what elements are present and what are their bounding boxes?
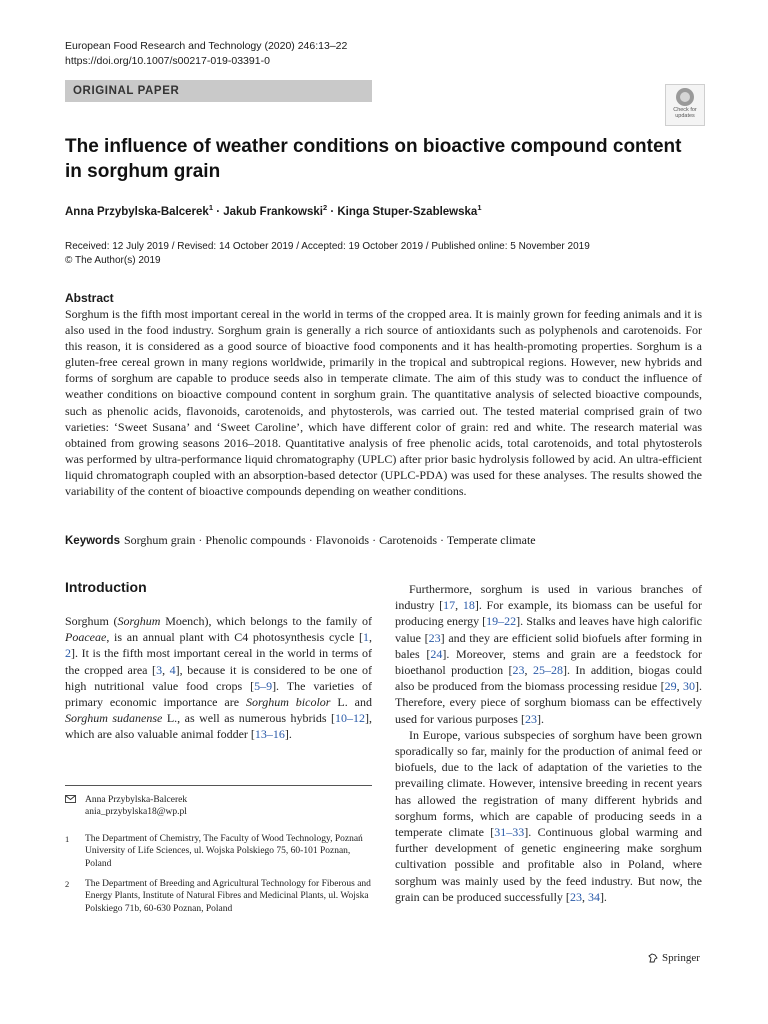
introduction-paragraph: Furthermore, sorghum is used in various branches of industry [17, 18]. For example, its biomass can be useful for producing energy [19–22]. Stalks and leaves have high calorific value [23] and they are efficient solid biofuels after forming in bales [24]. Moreover, stems and grain are a feedstock for bioethanol production [23, 25–28]. In addition, biogas could also be produced from the biomass processing residue [29, 30]. Therefore, every piece of sorghum biomass can be effectively used for various purposes [23].: [395, 582, 703, 726]
abstract-heading: Abstract: [65, 291, 114, 305]
citation-link[interactable]: 4: [169, 662, 176, 677]
citation-link[interactable]: 23: [512, 663, 525, 678]
introduction-heading: Introduction: [65, 579, 147, 595]
springer-horse-icon: [648, 953, 658, 963]
keywords-list: Sorghum grain · Phenolic compounds · Flavonoids · Carotenoids · Temperate climate: [123, 533, 536, 547]
envelope-icon: [65, 794, 76, 806]
corresponding-author-name: Anna Przybylska-Balcerek: [85, 795, 188, 805]
check-updates-icon: [676, 88, 694, 106]
introduction-right-column: [395, 581, 702, 905]
affiliation-note: [65, 878, 372, 915]
citation-link[interactable]: 23: [428, 630, 441, 645]
citation-link[interactable]: 23: [569, 889, 582, 904]
publication-dates: Received: 12 July 2019 / Revised: 14 October 2019 / Accepted: 19 October 2019 / Published online: 5 November 2019: [65, 241, 590, 252]
paper-title: The influence of weather conditions on bioactive compound content in sorghum grain: [65, 136, 682, 182]
keywords: [65, 533, 536, 548]
introduction-left-column: [65, 613, 372, 743]
citation-link[interactable]: 24: [430, 646, 443, 661]
corresponding-author-email[interactable]: ania_przybylska18@wp.pl: [85, 807, 187, 818]
article-type-label: ORIGINAL PAPER: [65, 80, 372, 102]
journal-citation: European Food Research and Technology (2020) 246:13–22: [65, 40, 348, 52]
affiliation-text: The Department of Chemistry, The Faculty of Wood Technology, Poznań University of Life Sciences, ul. Wojska Polskiego 75, 60-101 Poznan, Poland: [85, 834, 363, 869]
affiliation-mark: 1: [65, 834, 70, 844]
abstract-text: Sorghum is the fifth most important cereal in the world in terms of the cropped area. It is mainly grown for feeding animals and it is also used in the food industry. Sorghum grain is generally a rich source of antioxidants such as polyphenols and carotenoids. For this reason, it is considered as a good source of bioactive food components and it has health-promoting properties. Sorghum is a gluten-free cereal grown in many regions worldwide, primarily in the tropical and subtropical regions. However, new hybrids and forms of sorghum are capable to produce seeds also in temperate climate. The aim of this study was to conduct the influence of weather conditions on bioactive compound content in sorghum grain. The quantitative analysis of selected bioactive compounds, such as phenolic acids, flavonoids, carotenoids, and phytosterols, was carried out. The tested material comprised grain of two varieties: ‘Sweet Susana’ and ‘Sweet Caroline’, which have different color of grain: red and white. The research material was obtained from growing seasons 2016–2018. Quantitative analysis of free phenolic acids, total carotenoids, and total phytosterols was performed by ultra-performance liquid chromatography (UPLC) after prior basic hydrolysis followed by acid. An ultra-efficient liquid chromatograph coupled with an absorption-based detector (UPLC-PDA) was used for these analyses. The results showed the variability of the content of bioactive compounds depending on weather conditions.: [65, 307, 702, 499]
keywords-label: Keywords: [65, 535, 120, 547]
author-affiliation-mark: 1: [477, 203, 482, 212]
author-name[interactable]: Anna Przybylska-Balcerek: [65, 205, 209, 218]
citation-link[interactable]: 2: [65, 646, 71, 661]
citation-link[interactable]: 5–9: [254, 678, 273, 693]
doi-link[interactable]: https://doi.org/10.1007/s00217-019-03391-0: [65, 55, 270, 67]
corresponding-author-note: [65, 794, 372, 819]
author-list: Anna Przybylska-Balcerek$^1$ · Jakub Frankowski$^2$ · Kinga Stuper-Szablewska$^1$: [65, 203, 482, 218]
author-affiliation-mark: 1: [208, 203, 213, 212]
publisher-name: Springer: [662, 952, 700, 964]
citation-link[interactable]: 18: [462, 598, 475, 613]
citation-link[interactable]: 19–22: [486, 614, 517, 629]
citation-link[interactable]: 10–12: [335, 711, 365, 726]
publisher-logo: [648, 952, 700, 964]
citation-link[interactable]: 3: [156, 662, 163, 677]
affiliation-mark: 2: [65, 879, 70, 889]
check-for-updates-badge[interactable]: [665, 84, 705, 126]
author-affiliation-mark: 2: [322, 203, 328, 212]
introduction-paragraph: Sorghum (Sorghum Moench), which belongs to the family of Poaceae, is an annual plant with C4 photosynthesis cycle [1, 2]. It is the fifth most important cereal in the world in terms of the cropped area [3, 4], because it is considered to be one of high nutritional value food crops [5–9]. The varieties of primary economic importance are Sorghum bicolor L. and Sorghum sudanense L., as well as numerous hybrids [10–12], which are also valuable animal fodder [13–16].: [65, 614, 373, 742]
author-name[interactable]: Jakub Frankowski: [223, 205, 323, 218]
introduction-paragraph: In Europe, various subspecies of sorghum have been grown sporadically so far, mainly for the production of animal feed or biofuels, due to the lack of adaptation of the varieties to the prevailing climate. However, intensive breeding in recent years has allowed the registration of many different hybrids and sorghum forms, which are capable of producing seeds in a temperate climate [31–33]. Continuous global warming and further development of genetic engineering make sorghum cultivation possible and profitable also in Poland, where sorghum was mainly used by the feed industry. But now, the grain can be produced successfully [23, 34].: [395, 727, 702, 904]
citation-link[interactable]: 29: [664, 679, 677, 694]
citation-link[interactable]: 1: [363, 630, 369, 645]
citation-link[interactable]: 25–28: [532, 663, 563, 678]
citation-link[interactable]: 31–33: [494, 825, 525, 840]
footnote-divider: [65, 785, 372, 786]
affiliation-text: The Department of Breeding and Agricultural Technology for Fiberous and Energy Plants, Institute of Natural Fibres and Medicinal Plants, ul. Wojska Polskiego 71b, 60-630 Poznan, Poland: [85, 879, 371, 914]
citation-link[interactable]: 34: [587, 889, 600, 904]
citation-link[interactable]: 30: [683, 679, 696, 694]
citation-link[interactable]: 23: [524, 711, 537, 726]
check-updates-label: Check for updates: [673, 107, 697, 119]
affiliation-note: [65, 833, 372, 870]
copyright-notice: © The Author(s) 2019: [65, 255, 161, 266]
citation-link[interactable]: 13–16: [254, 727, 285, 742]
citation-link[interactable]: 17: [443, 598, 456, 613]
author-name[interactable]: Kinga Stuper-Szablewska: [337, 205, 478, 218]
